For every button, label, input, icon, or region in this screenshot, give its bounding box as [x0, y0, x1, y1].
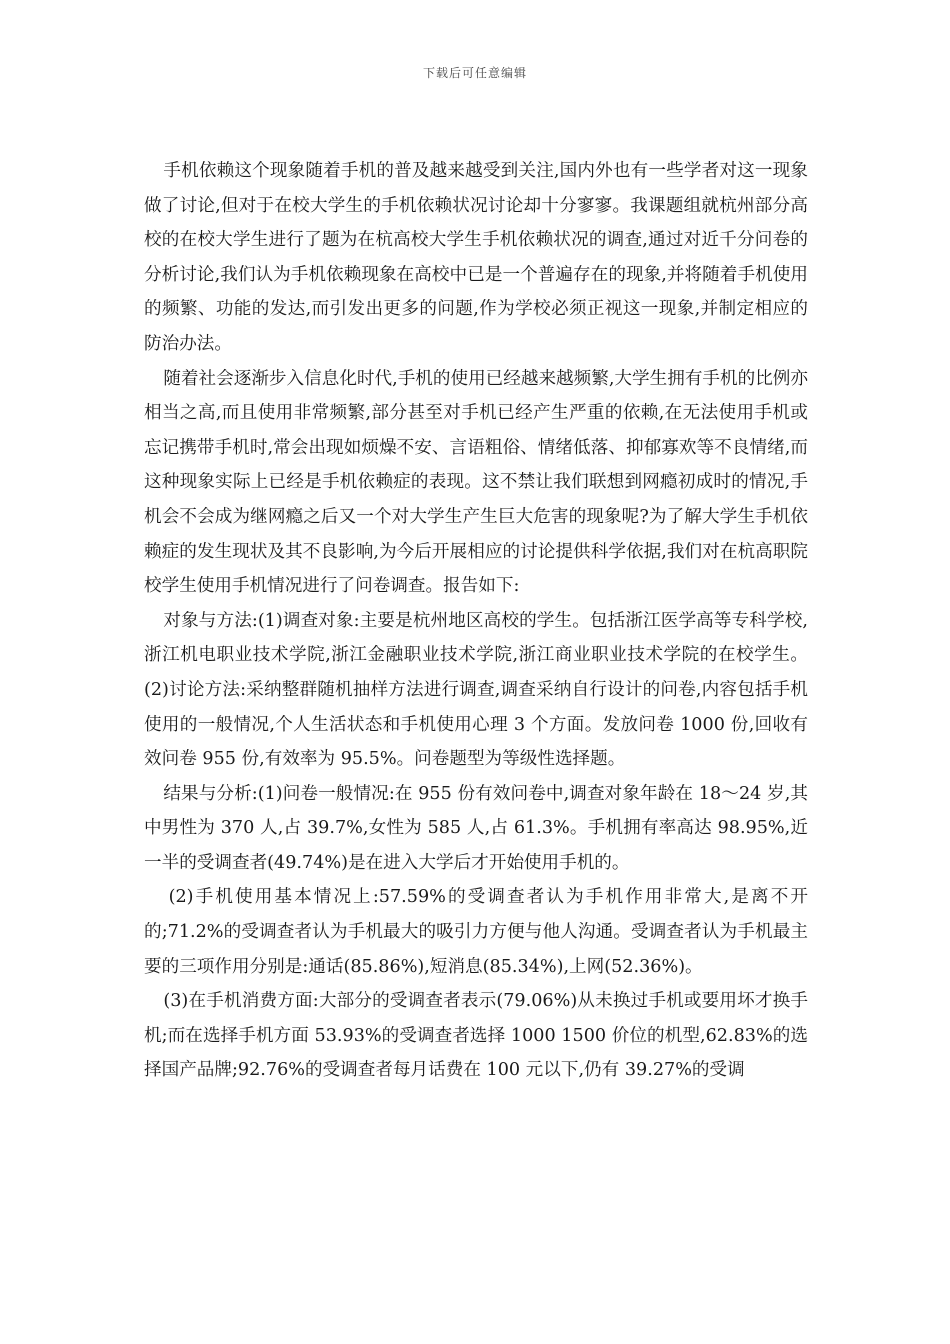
- document-body: [144, 154, 808, 1088]
- paragraph-methods: 对象与方法:(1)调查对象:主要是杭州地区高校的学生。包括浙江医学高等专科学校,浙江机电职业技术学院,浙江金融职业技术学院,浙江商业职业技术学院的在校学生。(2)讨论方法:采纳整群随机抽样方法进行调查,调查采纳自行设计的问卷,内容包括手机使用的一般情况,个人生活状态和手机使用心理 3 个方面。发放问卷 1000 份,回收有效问卷 955 份,有效率为 95.5%。问卷题型为等级性选择题。: [144, 610, 808, 770]
- paragraph-results-usage: (2)手机使用基本情况上:57.59%的受调查者认为手机作用非常大,是离不开的;71.2%的受调查者认为手机最大的吸引力方便与他人沟通。受调查者认为手机最主要的三项作用分别是:通话(85.86%),短消息(85.34%),上网(52.36%)。: [144, 887, 808, 977]
- paragraph-results-general: 结果与分析:(1)问卷一般情况:在 955 份有效问卷中,调查对象年龄在 18～24 岁,其中男性为 370 人,占 39.7%,女性为 585 人,占 61.3%。手机拥有率高达 98.95%,近一半的受调查者(49.74%)是在进入大学后才开始使用手机的。: [144, 783, 808, 873]
- paragraph-intro: 手机依赖这个现象随着手机的普及越来越受到关注,国内外也有一些学者对这一现象做了讨论,但对于在校大学生的手机依赖状况讨论却十分寥寥。我课题组就杭州部分高校的在校大学生进行了题为在杭高校大学生手机依赖状况的调查,通过对近千分问卷的分析讨论,我们认为手机依赖现象在高校中已是一个普遍存在的现象,并将随着手机使用的频繁、功能的发达,而引发出更多的问题,作为学校必须正视这一现象,并制定相应的防治办法。: [144, 161, 808, 354]
- page-header: 下载后可任意编辑: [422, 66, 527, 80]
- paragraph-background: 随着社会逐渐步入信息化时代,手机的使用已经越来越频繁,大学生拥有手机的比例亦相当之高,而且使用非常频繁,部分甚至对手机已经产生严重的依赖,在无法使用手机或忘记携带手机时,常会出现如烦燥不安、言语粗俗、情绪低落、抑郁寡欢等不良情绪,而这种现象实际上已经是手机依赖症的表现。这不禁让我们联想到网瘾初成时的情况,手机会不会成为继网瘾之后又一个对大学生产生巨大危害的现象呢?为了解大学生手机依赖症的发生现状及其不良影响,为今后开展相应的讨论提供科学依据,我们对在杭高职院校学生使用手机情况进行了问卷调查。报告如下:: [144, 368, 808, 597]
- paragraph-results-consumption: (3)在手机消费方面:大部分的受调查者表示(79.06%)从未换过手机或要用坏才换手机;而在选择手机方面 53.93%的受调查者选择 1000 1500 价位的机型,62.83%的选择国产品牌;92.76%的受调查者每月话费在 100 元以下,仍有 39.27%的受调: [144, 991, 808, 1081]
